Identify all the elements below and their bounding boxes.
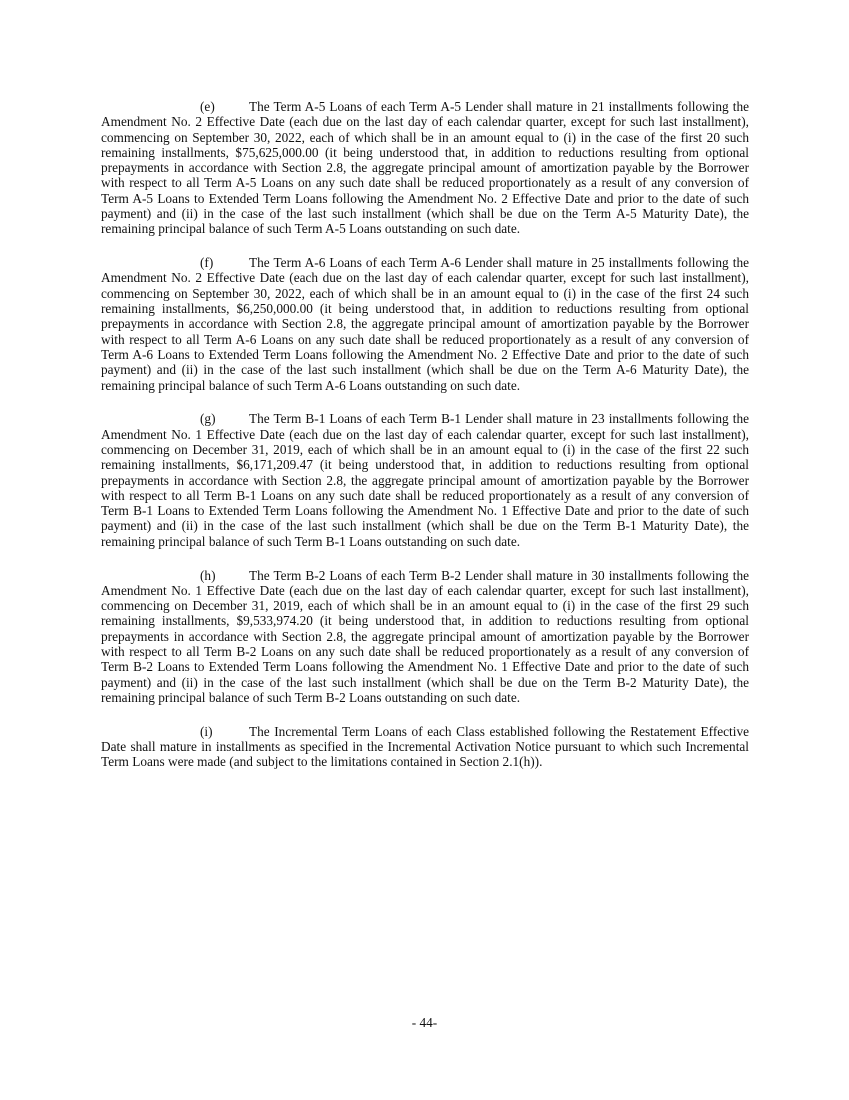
paragraph-label: (e) <box>200 99 215 114</box>
paragraph-i <box>101 724 749 770</box>
paragraph-text: The Term A-6 Loans of each Term A-6 Lender shall mature in 25 installments following the Amendment No. 2 Effective Date (each due on the last day of each calendar quarter, except for such last installment), commencing on September 30, 2022, each of which shall be in an amount equal to (i) in the case of the first 24 such remaining installments, $6,250,000.00 (it being understood that, in addition to reductions resulting from optional prepayments in accordance with Section 2.8, the aggregate principal amount of amortization payable by the Borrower with respect to all Term A-6 Loans on any such date shall be reduced proportionately as a result of any conversion of Term A-6 Loans to Extended Term Loans following the Amendment No. 2 Effective Date and prior to the date of such payment) and (ii) in the case of the last such installment (which shall be due on the Term A-6 Maturity Date), the remaining principal balance of such Term A-6 Loans outstanding on such date. <box>101 255 749 393</box>
paragraph-label: (g) <box>200 411 216 427</box>
paragraph-h <box>101 568 749 706</box>
paragraph-text: The Term B-2 Loans of each Term B-2 Lender shall mature in 30 installments following the Amendment No. 1 Effective Date (each due on the last day of each calendar quarter, except for such last installment), commencing on December 31, 2019, each of which shall be in an amount equal to (i) in the case of the first 29 such remaining installments, $9,533,974.20 (it being understood that, in addition to reductions resulting from optional prepayments in accordance with Section 2.8, the aggregate principal amount of amortization payable by the Borrower with respect to all Term B-2 Loans on any such date shall be reduced proportionately as a result of any conversion of Term B-2 Loans to Extended Term Loans following the Amendment No. 1 Effective Date and prior to the date of such payment) and (ii) in the case of the last such installment (which shall be due on the Term B-2 Maturity Date), the remaining principal balance of such Term B-2 Loans outstanding on such date. <box>101 567 749 705</box>
paragraph-label: (i) <box>200 723 213 739</box>
paragraph-e <box>101 99 749 237</box>
paragraph-label: (f) <box>200 255 214 271</box>
document-body <box>101 99 749 788</box>
paragraph-label: (h) <box>200 567 216 583</box>
paragraph-text: The Incremental Term Loans of each Class established following the Restatement Effective Date shall mature in installments as specified in the Incremental Activation Notice pursuant to which such Incremental Term Loans were made (and subject to the limitations contained in Section 2.1(h)). <box>101 723 749 770</box>
paragraph-text: The Term A-5 Loans of each Term A-5 Lender shall mature in 21 installments following the Amendment No. 2 Effective Date (each due on the last day of each calendar quarter, except for such last installment), commencing on September 30, 2022, each of which shall be in an amount equal to (i) in the case of the first 20 such remaining installments, $75,625,000.00 (it being understood that, in addition to reductions resulting from optional prepayments in accordance with Section 2.8, the aggregate principal amount of amortization payable by the Borrower with respect to all Term A-5 Loans on any such date shall be reduced proportionately as a result of any conversion of Term A-5 Loans to Extended Term Loans following the Amendment No. 2 Effective Date and prior to the date of such payment) and (ii) in the case of the last such installment (which shall be due on the Term A-5 Maturity Date), the remaining principal balance of such Term A-5 Loans outstanding on such date. <box>101 99 749 237</box>
page-number: - 44- <box>411 1015 438 1030</box>
paragraph-f <box>101 255 749 393</box>
paragraph-text: The Term B-1 Loans of each Term B-1 Lender shall mature in 23 installments following the Amendment No. 1 Effective Date (each due on the last day of each calendar quarter, except for such last installment), commencing on December 31, 2019, each of which shall be in an amount equal to (i) in the case of the first 22 such remaining installments, $6,171,209.47 (it being understood that, in addition to reductions resulting from optional prepayments in accordance with Section 2.8, the aggregate principal amount of amortization payable by the Borrower with respect to all Term B-1 Loans on any such date shall be reduced proportionately as a result of any conversion of Term B-1 Loans to Extended Term Loans following the Amendment No. 1 Effective Date and prior to the date of such payment) and (ii) in the case of the last such installment (which shall be due on the Term B-1 Maturity Date), the remaining principal balance of such Term B-1 Loans outstanding on such date. <box>101 411 749 549</box>
paragraph-g <box>101 411 749 549</box>
